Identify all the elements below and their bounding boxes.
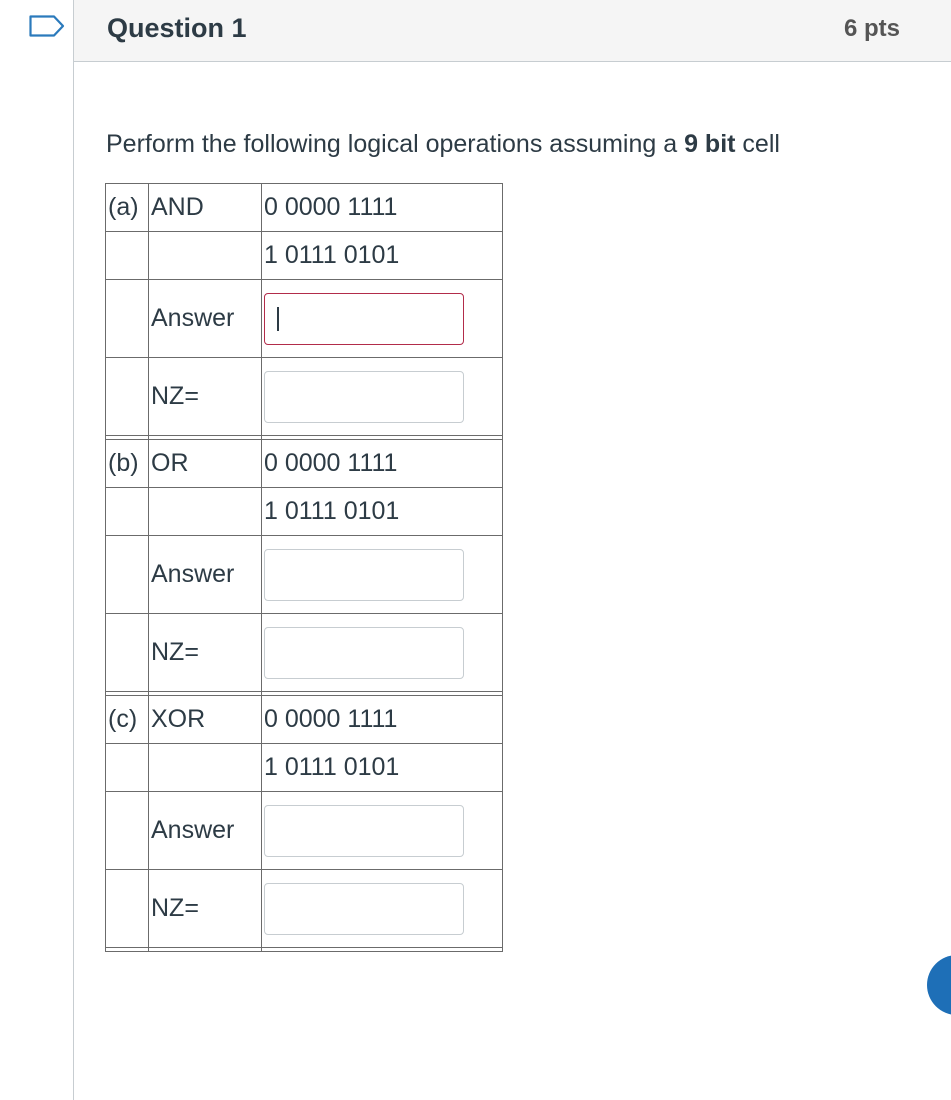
table-row (106, 232, 503, 280)
question-header (74, 0, 951, 62)
operand-2: 1 0111 0101 (262, 488, 503, 536)
table-row (106, 184, 503, 232)
table-row (106, 696, 503, 744)
part-label: (c) (106, 696, 149, 744)
bookmark-icon[interactable] (29, 15, 65, 37)
part-label: (a) (106, 184, 149, 232)
prompt-text-start: Perform the following logical operations assuming a (106, 130, 685, 158)
table-row (106, 536, 503, 614)
answer-input-a[interactable] (264, 293, 464, 345)
operations-table (105, 183, 503, 952)
table-row (106, 744, 503, 792)
question-points: 6 pts (844, 15, 901, 42)
table-row (106, 280, 503, 358)
question-card (73, 0, 951, 1100)
operand-1: 0 0000 1111 (262, 184, 503, 232)
operation-name: XOR (149, 696, 262, 744)
table-row (106, 870, 503, 948)
operand-1: 0 0000 1111 (262, 440, 503, 488)
answer-input-c[interactable] (264, 805, 464, 857)
operation-name: OR (149, 440, 262, 488)
operation-name: AND (149, 184, 262, 232)
question-title: Question 1 (107, 13, 247, 43)
table-row (106, 440, 503, 488)
answer-label: Answer (149, 536, 262, 614)
nz-input-a[interactable] (264, 371, 464, 423)
nz-label: NZ= (149, 614, 262, 692)
nz-input-c[interactable] (264, 883, 464, 935)
answer-label: Answer (149, 792, 262, 870)
table-row (106, 358, 503, 436)
operand-1: 0 0000 1111 (262, 696, 503, 744)
nz-input-b[interactable] (264, 627, 464, 679)
answer-label: Answer (149, 280, 262, 358)
prompt-bit-size: 9 bit (684, 130, 736, 158)
operand-2: 1 0111 0101 (262, 232, 503, 280)
table-separator (106, 948, 503, 952)
nz-label: NZ= (149, 358, 262, 436)
table-row (106, 614, 503, 692)
text-caret (277, 307, 279, 331)
operand-2: 1 0111 0101 (262, 744, 503, 792)
part-label: (b) (106, 440, 149, 488)
table-row (106, 792, 503, 870)
question-prompt (106, 130, 780, 159)
answer-input-b[interactable] (264, 549, 464, 601)
table-row (106, 488, 503, 536)
prompt-text-end: cell (735, 130, 780, 158)
nz-label: NZ= (149, 870, 262, 948)
